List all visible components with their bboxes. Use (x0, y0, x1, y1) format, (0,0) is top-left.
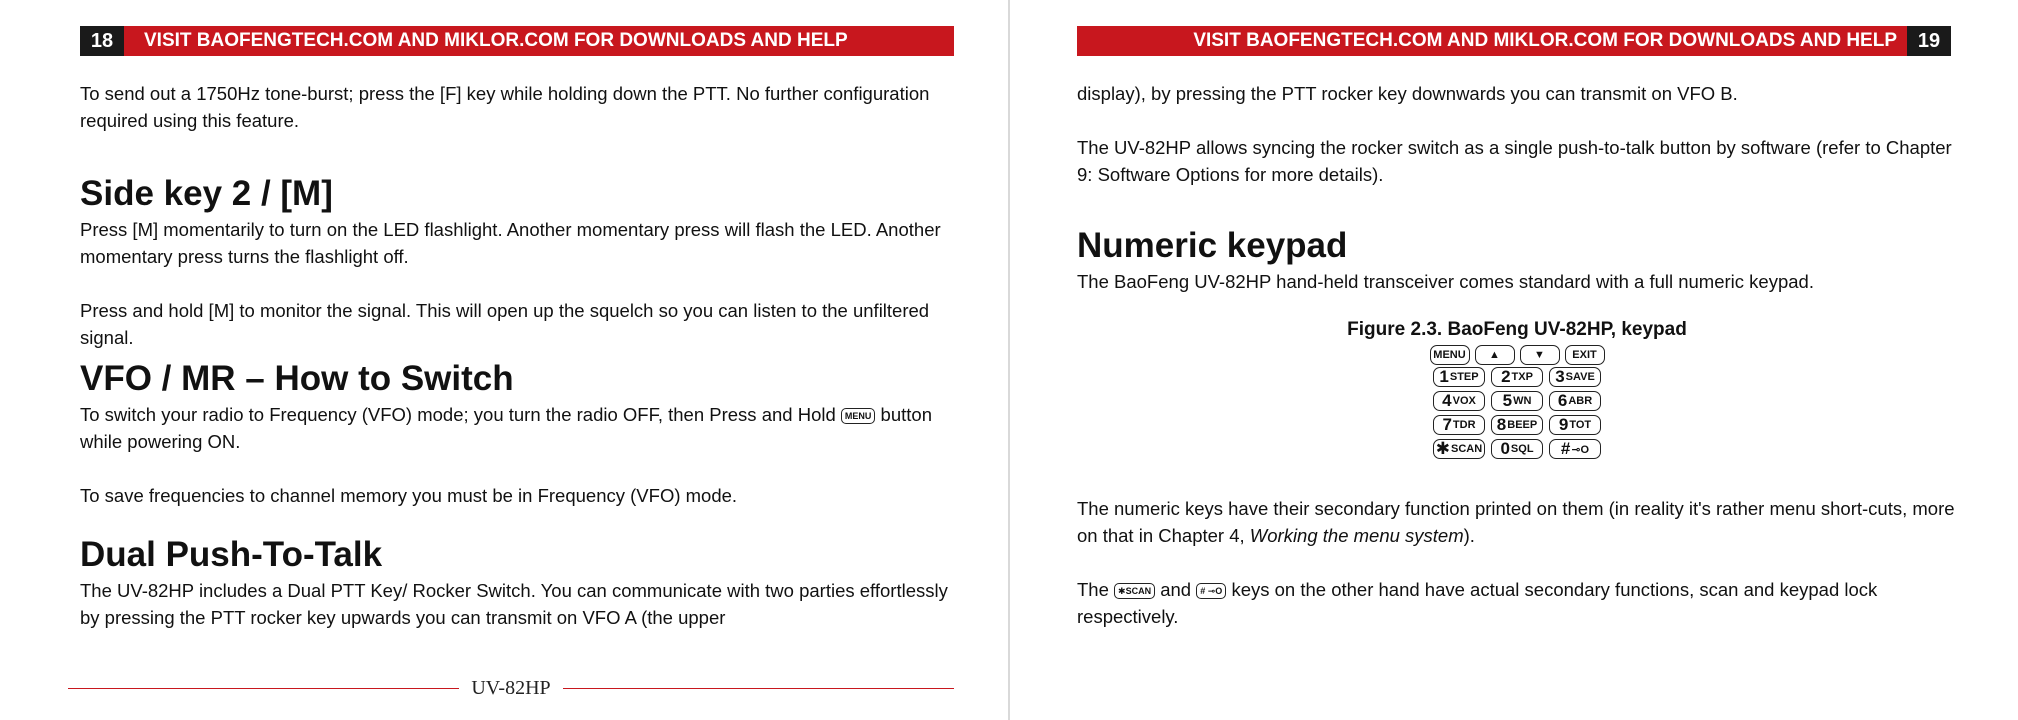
key-function: VOX (1452, 395, 1476, 407)
paragraph-flashlight: Press [M] momentarily to turn on the LED flashlight. Another momentary press will flash the LED. Another momentary press turns the flashlight off. (80, 219, 941, 267)
down-arrow-key: ▼ (1520, 345, 1560, 365)
left-footer (68, 676, 954, 700)
key-digit: 2 (1501, 367, 1511, 386)
key-function: STEP (1449, 371, 1479, 383)
right-page (1010, 0, 2018, 720)
keypad-key (1549, 415, 1601, 435)
secondary-functions-end: ). (1463, 525, 1475, 546)
keypad-key (1549, 439, 1601, 459)
key-function: ⊸O (1571, 443, 1590, 456)
key-digit: 7 (1442, 415, 1452, 434)
key-function: BEEP (1507, 419, 1538, 431)
keypad-key (1491, 391, 1543, 411)
paragraph-save-frequencies: To save frequencies to channel memory you must be in Frequency (VFO) mode. (80, 485, 738, 506)
key-digit: 5 (1502, 391, 1513, 410)
key-digit: # (1560, 439, 1571, 458)
key-digit: 4 (1442, 391, 1452, 410)
paragraph-sync-rocker: The UV-82HP allows syncing the rocker switch as a single push-to-talk button by software (refer to Chapter 9: Software Options for more details). (1077, 137, 1952, 185)
keypad-key (1549, 391, 1601, 411)
key-function: TDR (1452, 419, 1476, 431)
keypad-figure (1077, 317, 1957, 459)
header-banner: VISIT BAOFENGTECH.COM AND MIKLOR.COM FOR DOWNLOADS AND HELP (1077, 26, 1907, 56)
paragraph-scan-lock (1077, 576, 1957, 630)
header-banner: VISIT BAOFENGTECH.COM AND MIKLOR.COM FOR DOWNLOADS AND HELP (124, 26, 954, 56)
paragraph-keypad-intro: The BaoFeng UV-82HP hand-held transceiver comes standard with a full numeric keypad. (1077, 271, 1814, 292)
heading-vfo-mr: VFO / MR – How to Switch (80, 359, 514, 398)
keypad-top-row (1430, 345, 1605, 365)
heading-side-key: Side key 2 / [M] (80, 174, 333, 213)
vfo-switch-text-end: button while powering ON. (80, 404, 932, 452)
key-function: SQL (1510, 443, 1534, 455)
scan-lock-text-end: keys on the other hand have actual secondary functions, scan and keypad lock respectively. (1077, 579, 1878, 627)
left-header (80, 26, 954, 56)
scan-lock-and: and (1160, 579, 1192, 600)
key-function: ABR (1568, 395, 1593, 407)
exit-key: EXIT (1565, 345, 1605, 365)
menu-system-reference: Working the menu system (1249, 525, 1464, 546)
key-function: SCAN (1451, 443, 1483, 455)
heading-numeric-keypad: Numeric keypad (1077, 226, 1348, 265)
keypad-key (1433, 367, 1485, 387)
keypad-key (1433, 391, 1485, 411)
menu-key: MENU (1430, 345, 1470, 365)
key-digit: 3 (1555, 367, 1565, 386)
secondary-functions-text: The numeric keys have their secondary function printed on them (in reality it's rather menu short-cuts, more on that in Chapter 4, (1077, 498, 1955, 546)
keypad-key (1491, 415, 1543, 435)
key-function: WN (1513, 395, 1532, 407)
left-page (0, 0, 1008, 720)
key-digit: 6 (1557, 391, 1568, 410)
keypad-key (1433, 415, 1485, 435)
footer-rule (563, 688, 954, 689)
paragraph-secondary-functions (1077, 495, 1957, 549)
right-header (1077, 26, 1951, 56)
paragraph-vfo-switch (80, 401, 960, 455)
paragraph-vfo-b: display), by pressing the PTT rocker key downwards you can transmit on VFO B. (1077, 83, 1738, 104)
lock-key-icon: # ⊸O (1196, 583, 1226, 599)
keypad-key (1491, 367, 1543, 387)
key-digit: 1 (1439, 367, 1449, 386)
page-number: 19 (1907, 26, 1951, 56)
right-content (1077, 80, 1957, 630)
key-function: TOT (1569, 419, 1592, 431)
up-arrow-key: ▲ (1475, 345, 1515, 365)
page-number: 18 (80, 26, 124, 56)
keypad-key (1491, 439, 1543, 459)
scan-key-icon: ✱SCAN (1114, 583, 1155, 599)
numeric-keypad (1433, 367, 1601, 459)
key-function: SAVE (1565, 371, 1595, 383)
vfo-switch-text: To switch your radio to Frequency (VFO) mode; you turn the radio OFF, then Press and Hold (80, 404, 836, 425)
keypad-key (1433, 439, 1485, 459)
paragraph-dual-ptt: The UV-82HP includes a Dual PTT Key/ Rocker Switch. You can communicate with two parties effortlessly by pressing the PTT rocker key upwards you can transmit on VFO A (the upper (80, 580, 948, 628)
paragraph-monitor: Press and hold [M] to monitor the signal. This will open up the squelch so you can listen to the unfiltered signal. (80, 300, 930, 348)
scan-lock-text-start: The (1077, 579, 1109, 600)
keypad-key (1549, 367, 1601, 387)
key-function: TXP (1511, 371, 1533, 383)
heading-dual-ptt: Dual Push-To-Talk (80, 535, 383, 574)
footer-title: UV-82HP (471, 676, 551, 699)
figure-caption: Figure 2.3. BaoFeng UV-82HP, keypad (1347, 319, 1687, 340)
key-digit: 9 (1558, 415, 1569, 434)
key-digit: ✱ (1435, 439, 1451, 458)
paragraph-tone-burst: To send out a 1750Hz tone-burst; press the [F] key while holding down the PTT. No further configuration required using this feature. (80, 83, 930, 131)
footer-rule (68, 688, 459, 689)
key-digit: 8 (1496, 415, 1507, 434)
menu-key-icon: MENU (841, 408, 876, 424)
key-digit: 0 (1500, 439, 1510, 458)
left-content (80, 80, 960, 631)
